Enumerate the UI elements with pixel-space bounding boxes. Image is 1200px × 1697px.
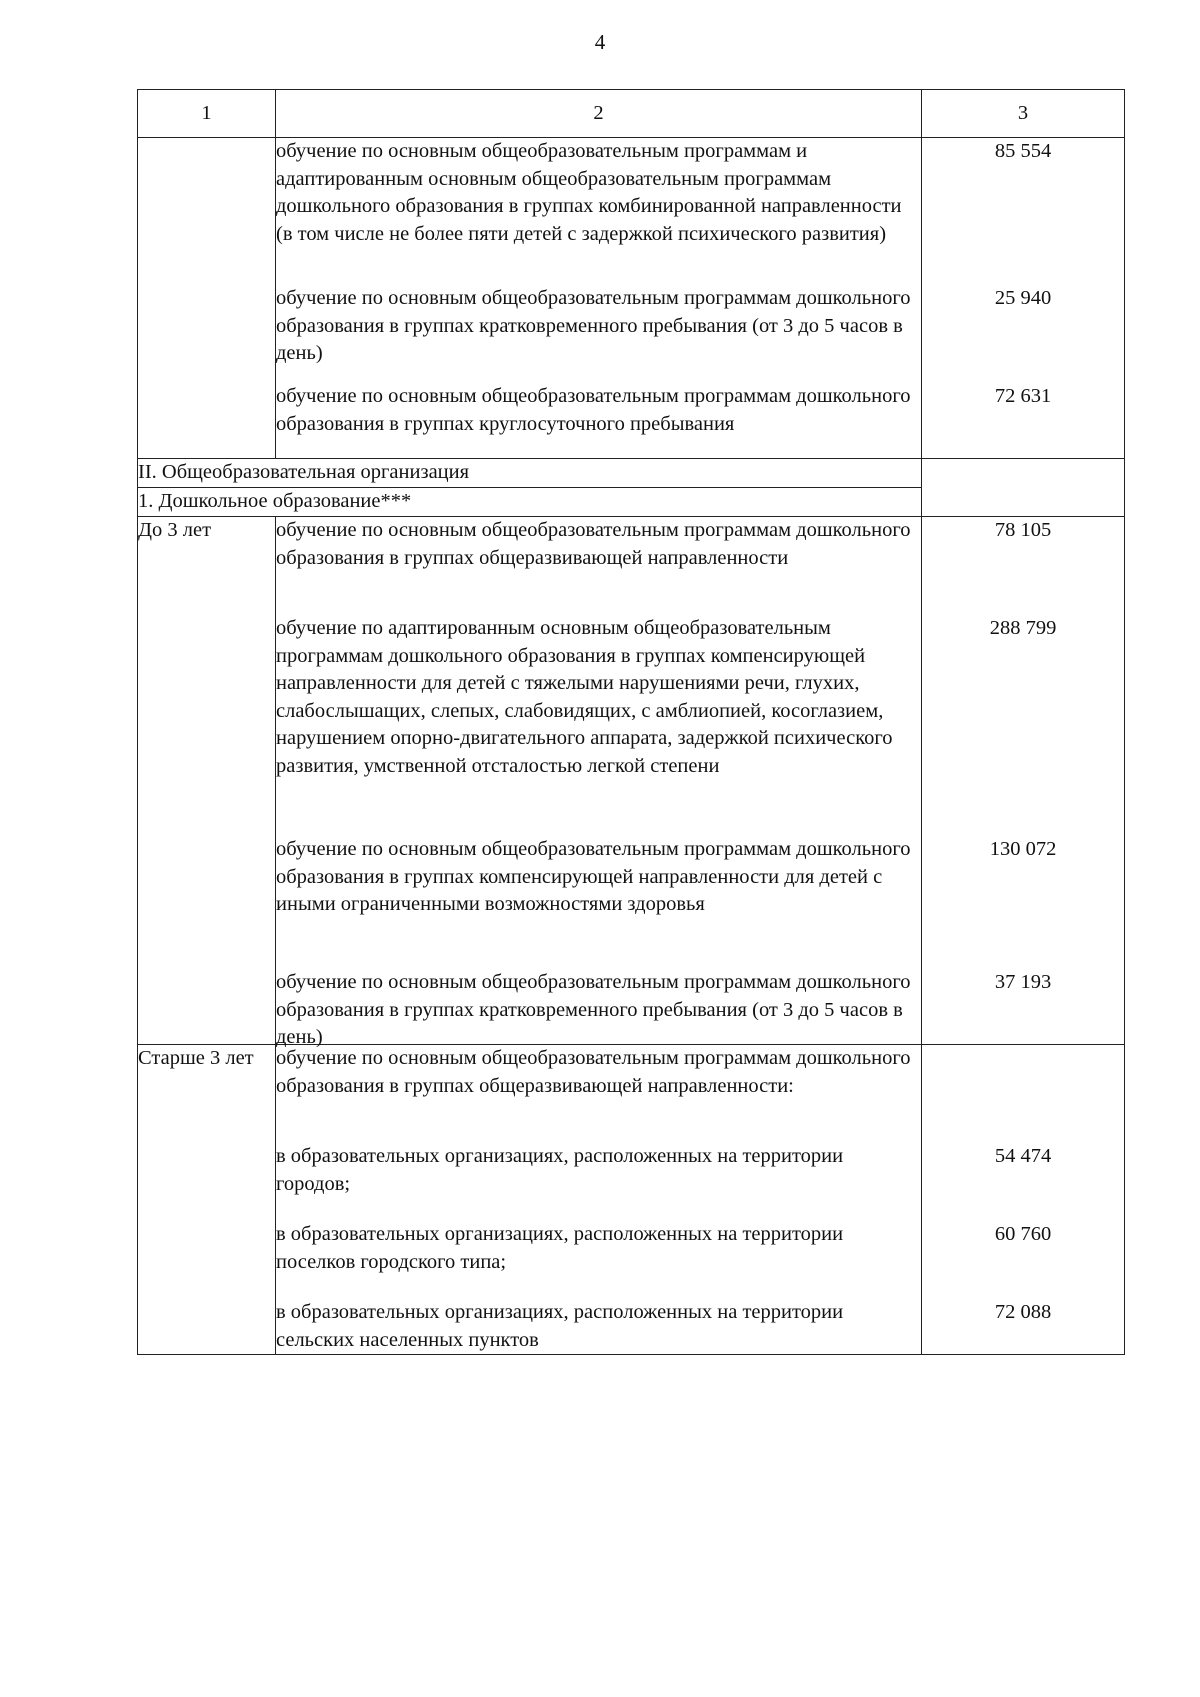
values-cell	[922, 138, 1125, 459]
amount-value: 72 088	[994, 1301, 1052, 1323]
column-header-3: 3	[922, 90, 1125, 138]
table-row-group-c	[138, 1045, 1125, 1355]
table-row-group-a	[138, 138, 1125, 459]
service-item: обучение по основным общеобразовательным программам дошкольного образования в группах кратковременного пребывания (от 3 до 5 часов в день)	[276, 287, 911, 365]
service-item: обучение по основным общеобразовательным программам и адаптированным основным общеобразовательным программам дошкольного образования в группах комбинированной направленности (в том числе не более пяти детей с задержкой психического развития)	[276, 140, 902, 245]
service-item: обучение по основным общеобразовательным программам дошкольного образования в группах общеразвивающей направленности:	[276, 1047, 911, 1097]
page-number: 4	[594, 30, 606, 54]
values-cell	[922, 1045, 1125, 1355]
values-cell	[922, 517, 1125, 1045]
column-header-2: 2	[276, 90, 922, 138]
age-cell: Старше 3 лет	[138, 1045, 276, 1355]
service-item: в образовательных организациях, расположенных на территории городов;	[276, 1145, 844, 1195]
amount-value: 78 105	[994, 519, 1052, 541]
amount-value: 54 474	[994, 1145, 1052, 1167]
amount-value-empty	[922, 1045, 1124, 1143]
amount-value: 37 193	[994, 971, 1052, 993]
service-item: обучение по основным общеобразовательным программам дошкольного образования в группах общеразвивающей направленности	[276, 519, 911, 569]
amount-value: 25 940	[994, 287, 1052, 309]
service-item: обучение по основным общеобразовательным программам дошкольного образования в группах круглосуточного пребывания	[276, 385, 911, 435]
amount-value: 72 631	[994, 385, 1052, 407]
items-cell	[276, 138, 922, 459]
service-item: обучение по основным общеобразовательным программам дошкольного образования в группах компенсирующей направленности для детей с иными ограниченными возможностями здоровья	[276, 838, 911, 916]
service-item: в образовательных организациях, расположенных на территории поселков городского типа;	[276, 1223, 844, 1273]
amount-value: 130 072	[989, 838, 1057, 860]
column-header-1: 1	[138, 90, 276, 138]
subsection-title: 1. Дошкольное образование***	[138, 488, 922, 517]
section-title: II. Общеобразовательная организация	[138, 459, 922, 488]
items-cell	[276, 1045, 922, 1355]
section-row	[138, 459, 1125, 488]
service-item: в образовательных организациях, расположенных на территории сельских населенных пунктов	[276, 1301, 844, 1351]
table-header-row	[138, 90, 1125, 138]
amount-value: 60 760	[994, 1223, 1052, 1245]
items-cell	[276, 517, 922, 1049]
age-cell-empty	[138, 138, 276, 459]
service-item: обучение по адаптированным основным общеобразовательным программам дошкольного образования в группах компенсирующей направленности для детей с тяжелыми нарушениями речи, глухих, слабослышащих, слепых, слабовидящих, с амблиопией, косоглазием, нарушением опорно-двигательного аппарата, задержкой психического развития, умственной отсталостью легкой степени	[276, 617, 893, 777]
amount-value: 85 554	[994, 140, 1052, 162]
age-cell: До 3 лет	[138, 517, 276, 1045]
section-value-empty	[922, 459, 1125, 517]
amount-value: 288 799	[989, 617, 1057, 639]
rates-table	[137, 89, 1125, 1355]
table-row-group-b	[138, 517, 1125, 1045]
service-item: обучение по основным общеобразовательным программам дошкольного образования в группах кратковременного пребывания (от 3 до 5 часов в день)	[276, 971, 911, 1049]
